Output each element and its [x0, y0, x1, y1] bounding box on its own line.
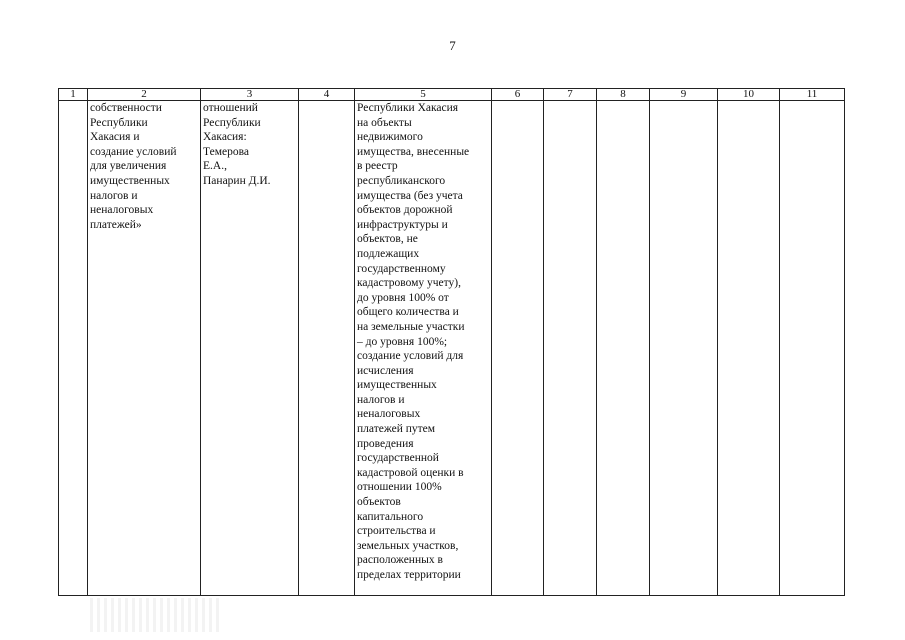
cell-col2: [88, 101, 201, 596]
cell-col10: [718, 101, 780, 596]
responsible-text: отношений Республики Хакасия: Темерова Е.А., Панарин Д.И.: [203, 102, 271, 187]
header-cell-2: 2: [88, 89, 201, 101]
cell-col6: [492, 101, 544, 596]
scan-artifact: [90, 598, 220, 632]
header-cell-1: 1: [59, 89, 88, 101]
header-cell-8: 8: [597, 89, 650, 101]
page-number: 7: [449, 38, 456, 53]
header-cell-11: 11: [780, 89, 845, 101]
table-header-row: [59, 89, 845, 101]
cell-col1: [59, 101, 88, 596]
goal-description-text: Республики Хакасия на объекты недвижимого имущества, внесенные в реестр республиканского имущества (без учета объектов дорожной инфраструктуры и объектов, не подлежащих государственному кадастровому учету), до уровня 100% от общего количества и на земельные участки – до уровня 100%; создание условий для исчисления имущественных налогов и неналоговых платежей путем проведения государственной кадастровой оценки в отношении 100% объектов капитального строительства и земельных участков, расположенных в пределах территории: [357, 102, 470, 581]
header-cell-5: 5: [355, 89, 492, 101]
cell-col4: [299, 101, 355, 596]
header-cell-4: 4: [299, 89, 355, 101]
table-row: [59, 101, 845, 596]
header-cell-3: 3: [201, 89, 299, 101]
header-cell-9: 9: [650, 89, 718, 101]
cell-col8: [597, 101, 650, 596]
header-cell-10: 10: [718, 89, 780, 101]
cell-col5: [355, 101, 492, 596]
cell-col11: [780, 101, 845, 596]
cell-col3: [201, 101, 299, 596]
program-title-text: собственности Республики Хакасия и создание условий для увеличения имущественных налогов и неналоговых платежей»: [90, 102, 177, 231]
cell-col7: [544, 101, 597, 596]
cell-col9: [650, 101, 718, 596]
header-cell-6: 6: [492, 89, 544, 101]
header-cell-7: 7: [544, 89, 597, 101]
program-table: [58, 88, 845, 596]
